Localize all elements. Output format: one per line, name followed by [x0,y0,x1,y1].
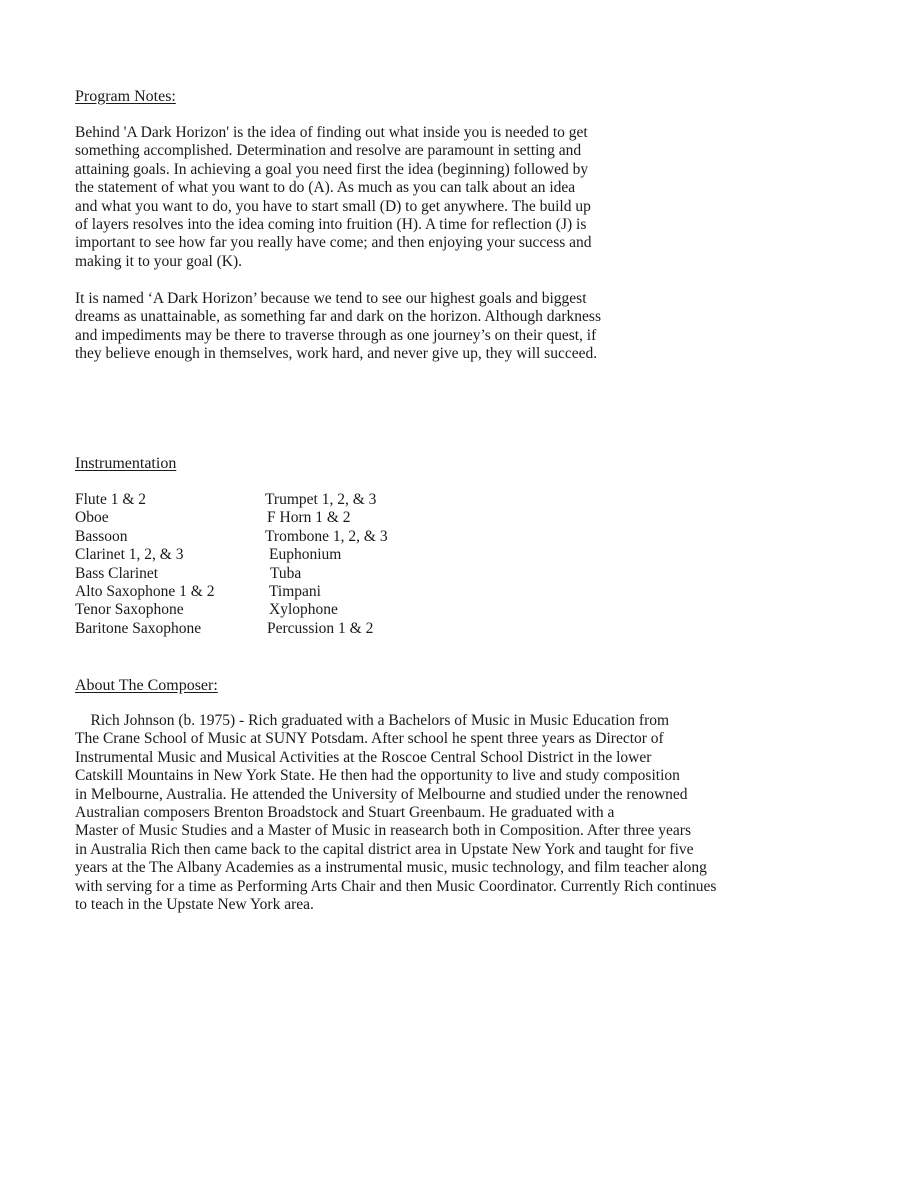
instrument-woodwind: Tenor Saxophone [75,601,184,619]
instrument-woodwind: Bass Clarinet [75,564,159,582]
text-line: and impediments may be there to traverse through as one journey’s on their quest, if [75,326,597,344]
instrument-brass-percussion: Percussion 1 & 2 [267,619,374,637]
instrument-woodwind: Flute 1 & 2 [75,491,147,508]
text-line: with serving for a time as Performing Arts Chair and then Music Coordinator. Currently Rich continues [75,877,717,895]
text-line: Master of Music Studies and a Master of Music in reasearch both in Composition. After three years [75,822,691,840]
instrument-woodwind: Bassoon [75,527,128,545]
instrument-woodwind: Clarinet 1, 2, & 3 [75,546,184,564]
instrument-brass-percussion: F Horn 1 & 2 [267,509,351,527]
instrumentation-heading: Instrumentation [75,455,177,472]
program-notes-heading: Program Notes: [75,88,176,105]
text-line: Instrumental Music and Musical Activities at the Roscoe Central School District in the lower [75,748,652,766]
text-line: The Crane School of Music at SUNY Potsdam. After school he spent three years as Director of [75,730,664,748]
instrument-brass-percussion: Trombone 1, 2, & 3 [265,527,388,545]
instrument-brass-percussion: Xylophone [269,601,338,619]
instrument-row [75,546,435,564]
text-line: they believe enough in themselves, work hard, and never give up, they will succeed. [75,345,598,363]
composer-heading: About The Composer: [75,677,218,694]
instrument-row [75,620,435,638]
text-line: attaining goals. In achieving a goal you need first the idea (beginning) followed by [75,160,589,178]
instrument-woodwind: Oboe [75,509,109,527]
text-line: It is named ‘A Dark Horizon’ because we tend to see our highest goals and biggest [75,290,587,307]
text-line: in Australia Rich then came back to the capital district area in Upstate New York and taught for five [75,840,694,858]
instrument-brass-percussion: Trumpet 1, 2, & 3 [265,491,377,508]
instrument-row [75,509,435,527]
program-notes-paragraph-2 [75,290,601,364]
text-line: making it to your goal (K). [75,252,243,270]
text-line: important to see how far you really have come; and then enjoying your success and [75,234,592,252]
text-line: years at the The Albany Academies as a instrumental music, music technology, and film teacher along [75,859,707,877]
text-line: to teach in the Upstate New York area. [75,896,314,914]
text-line: Australian composers Brenton Broadstock and Stuart Greenbaum. He graduated with a [75,804,615,822]
instrument-row [75,583,435,601]
instrument-brass-percussion: Euphonium [269,546,342,564]
instrument-row [75,491,435,509]
program-notes-paragraph-1 [75,124,592,271]
instrument-row [75,601,435,619]
text-line: Behind 'A Dark Horizon' is the idea of finding out what inside you is needed to get [75,124,588,141]
text-line: dreams as unattainable, as something far and dark on the horizon. Although darkness [75,308,602,326]
instrument-woodwind: Alto Saxophone 1 & 2 [75,583,215,601]
text-line: and what you want to do, you have to start small (D) to get anywhere. The build up [75,197,591,215]
instrumentation-list [75,491,435,638]
text-line: Rich Johnson (b. 1975) - Rich graduated with a Bachelors of Music in Music Education from [75,712,670,729]
instrument-brass-percussion: Timpani [269,583,321,601]
text-line: the statement of what you want to do (A). As much as you can talk about an idea [75,179,576,197]
instrument-woodwind: Baritone Saxophone [75,619,202,637]
text-line: Catskill Mountains in New York State. He then had the opportunity to live and study composition [75,767,680,785]
instrument-row [75,528,435,546]
text-line: something accomplished. Determination and resolve are paramount in setting and [75,142,582,160]
instrument-row [75,565,435,583]
text-line: in Melbourne, Australia. He attended the University of Melbourne and studied under the renowned [75,785,688,803]
instrument-brass-percussion: Tuba [270,564,302,582]
composer-bio [75,712,716,914]
text-line: of layers resolves into the idea coming into fruition (H). A time for reflection (J) is [75,216,587,234]
